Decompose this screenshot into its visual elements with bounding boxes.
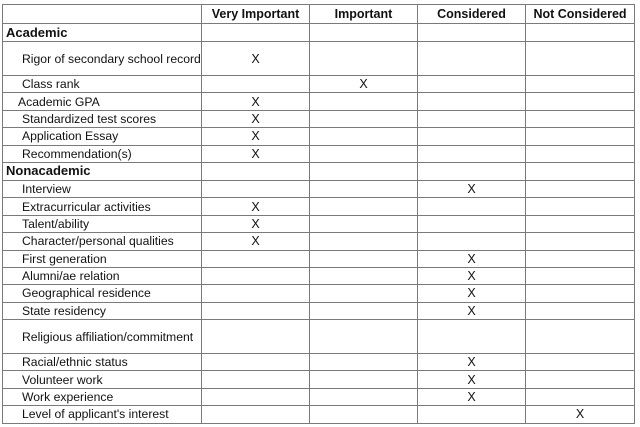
- rating-cell-very-important: [202, 76, 310, 93]
- table-row: [3, 180, 635, 197]
- rating-cell-considered: X: [418, 250, 526, 267]
- rating-cell-important: [310, 145, 418, 162]
- rating-cell-not-considered: [526, 233, 635, 250]
- rating-cell-very-important: [202, 371, 310, 388]
- factor-label: Religious affiliation/commitment: [3, 320, 202, 354]
- rating-cell-very-important: X: [202, 93, 310, 110]
- rating-cell-not-considered: [526, 388, 635, 405]
- factor-label: Academic GPA: [3, 93, 202, 110]
- factor-label: State residency: [3, 302, 202, 319]
- rating-cell-important: [310, 42, 418, 76]
- rating-cell-considered: [418, 128, 526, 145]
- rating-cell-very-important: [202, 320, 310, 354]
- factor-label: Work experience: [3, 388, 202, 405]
- rating-cell-not-considered: [526, 371, 635, 388]
- factor-label: Character/personal qualities: [3, 233, 202, 250]
- rating-cell-important: [310, 371, 418, 388]
- rating-cell-very-important: [202, 388, 310, 405]
- table-row: [3, 285, 635, 302]
- rating-cell-considered: [418, 215, 526, 232]
- rating-cell-not-considered: [526, 285, 635, 302]
- rating-cell-very-important: X: [202, 198, 310, 215]
- table-row: [3, 233, 635, 250]
- factor-label: Class rank: [3, 76, 202, 93]
- rating-cell-important: [310, 354, 418, 371]
- rating-cell-considered: X: [418, 388, 526, 405]
- rating-cell-important: [310, 250, 418, 267]
- rating-cell-very-important: X: [202, 128, 310, 145]
- factor-label: First generation: [3, 250, 202, 267]
- table-row: [3, 320, 635, 354]
- table-row: [3, 388, 635, 405]
- rating-cell-very-important: [202, 180, 310, 197]
- rating-cell-important: [310, 285, 418, 302]
- factor-label: Rigor of secondary school record: [3, 42, 202, 76]
- table-row: [3, 406, 635, 423]
- rating-cell-considered: [418, 145, 526, 162]
- rating-cell-not-considered: X: [526, 406, 635, 423]
- rating-cell-not-considered: [526, 215, 635, 232]
- rating-cell-not-considered: [526, 93, 635, 110]
- table-row: [3, 145, 635, 162]
- rating-cell-not-considered: [526, 76, 635, 93]
- rating-cell-considered: X: [418, 371, 526, 388]
- rating-cell-important: [310, 128, 418, 145]
- header-row: [3, 5, 635, 24]
- rating-cell-not-considered: [526, 145, 635, 162]
- header-important: Important: [310, 5, 418, 24]
- rating-cell-not-considered: [526, 128, 635, 145]
- rating-cell-not-considered: [526, 354, 635, 371]
- rating-cell-important: [310, 406, 418, 423]
- rating-cell-important: [310, 198, 418, 215]
- rating-cell-not-considered: [526, 180, 635, 197]
- table-row: [3, 42, 635, 76]
- factor-label: Level of applicant's interest: [3, 406, 202, 423]
- table-row: [3, 267, 635, 284]
- factor-label: Extracurricular activities: [3, 198, 202, 215]
- factor-label: Application Essay: [3, 128, 202, 145]
- rating-cell-important: [310, 215, 418, 232]
- table-row: [3, 250, 635, 267]
- table-row: [3, 128, 635, 145]
- rating-cell-very-important: X: [202, 110, 310, 127]
- rating-cell-very-important: X: [202, 145, 310, 162]
- factor-label: Alumni/ae relation: [3, 267, 202, 284]
- rating-cell-not-considered: [526, 198, 635, 215]
- rating-cell-important: [310, 93, 418, 110]
- rating-cell-very-important: [202, 302, 310, 319]
- rating-cell-important: [310, 233, 418, 250]
- rating-cell-considered: [418, 42, 526, 76]
- rating-cell-important: [310, 267, 418, 284]
- rating-cell-considered: X: [418, 267, 526, 284]
- table-row: [3, 93, 635, 110]
- rating-cell-important: [310, 388, 418, 405]
- rating-cell-very-important: [202, 250, 310, 267]
- factor-label: Standardized test scores: [3, 110, 202, 127]
- factor-label: Talent/ability: [3, 215, 202, 232]
- rating-cell-not-considered: [526, 320, 635, 354]
- rating-cell-not-considered: [526, 267, 635, 284]
- rating-cell-considered: [418, 320, 526, 354]
- rating-cell-considered: X: [418, 302, 526, 319]
- table-row: [3, 76, 635, 93]
- rating-cell-considered: X: [418, 354, 526, 371]
- factor-label: Racial/ethnic status: [3, 354, 202, 371]
- table-row: [3, 198, 635, 215]
- rating-cell-not-considered: [526, 302, 635, 319]
- factor-label: Volunteer work: [3, 371, 202, 388]
- table-row: [3, 354, 635, 371]
- rating-cell-not-considered: [526, 42, 635, 76]
- section-row-academic: [3, 24, 635, 42]
- table-row: [3, 371, 635, 388]
- rating-cell-important: [310, 180, 418, 197]
- rating-cell-very-important: X: [202, 233, 310, 250]
- rating-cell-considered: X: [418, 285, 526, 302]
- rating-cell-considered: [418, 110, 526, 127]
- rating-cell-very-important: [202, 285, 310, 302]
- table-row: [3, 302, 635, 319]
- factor-label: Geographical residence: [3, 285, 202, 302]
- rating-cell-important: [310, 302, 418, 319]
- section-row-nonacademic: [3, 162, 635, 180]
- rating-cell-considered: [418, 93, 526, 110]
- factor-label: Recommendation(s): [3, 145, 202, 162]
- rating-cell-not-considered: [526, 250, 635, 267]
- section-title-academic: Academic: [3, 24, 202, 42]
- header-not-considered: Not Considered: [526, 5, 635, 24]
- rating-cell-very-important: [202, 406, 310, 423]
- rating-cell-considered: X: [418, 180, 526, 197]
- rating-cell-considered: [418, 406, 526, 423]
- rating-cell-considered: [418, 76, 526, 93]
- rating-cell-very-important: X: [202, 42, 310, 76]
- rating-cell-very-important: [202, 354, 310, 371]
- rating-cell-very-important: [202, 267, 310, 284]
- admission-factors-table: [2, 4, 635, 424]
- header-considered: Considered: [418, 5, 526, 24]
- section-title-nonacademic: Nonacademic: [3, 162, 202, 180]
- rating-cell-important: X: [310, 76, 418, 93]
- header-very-important: Very Important: [202, 5, 310, 24]
- rating-cell-considered: [418, 233, 526, 250]
- header-factor: [3, 5, 202, 24]
- table-row: [3, 215, 635, 232]
- rating-cell-important: [310, 320, 418, 354]
- rating-cell-considered: [418, 198, 526, 215]
- rating-cell-important: [310, 110, 418, 127]
- factor-label: Interview: [3, 180, 202, 197]
- rating-cell-very-important: X: [202, 215, 310, 232]
- rating-cell-not-considered: [526, 110, 635, 127]
- table-row: [3, 110, 635, 127]
